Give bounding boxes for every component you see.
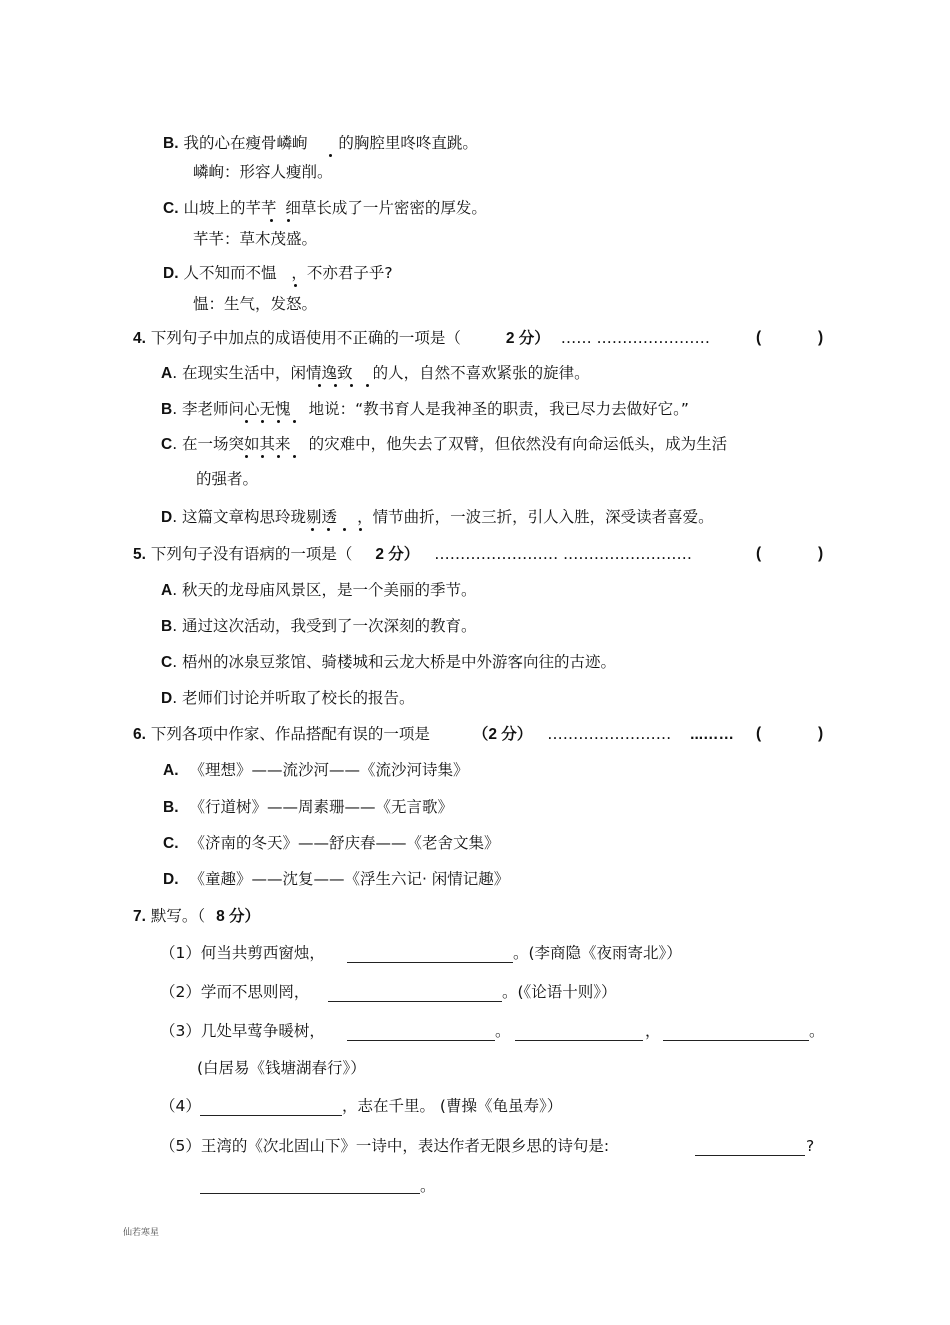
q4-answer-paren-open: ( (756, 329, 762, 346)
emphasis-dot (294, 284, 297, 287)
q7-stem: 7. 默写。（ 8 分） (133, 907, 261, 925)
q3-option-d: D. 人不知而不愠 ，不亦君子乎? (163, 264, 393, 282)
q6-answer-paren-close: ) (818, 725, 824, 742)
q4-stem: 4. 下列句子中加点的成语使用不正确的一项是（ 2 分） …… .………………… (133, 329, 711, 347)
q4-option-c-continued: 的强者。 (196, 470, 259, 488)
answer-blank[interactable] (200, 1193, 420, 1194)
q7-item-1-source: 。(李商隐《夜雨寄北》） (513, 944, 682, 962)
q7-item-3: （3）几处早莺争暖树， (160, 1022, 325, 1040)
emphasis-dot (359, 528, 362, 531)
q6-option-d: D. 《童趣》——沈复——《浮生六记· 闲情记趣》 (163, 870, 510, 888)
q6-option-b: B. 《行道树》——周素珊——《无言歌》 (163, 798, 453, 816)
emphasis-dot (261, 420, 264, 423)
emphasis-dot (334, 384, 337, 387)
q6-option-a: A. 《理想》——流沙河——《流沙河诗集》 (163, 761, 469, 779)
answer-blank[interactable] (695, 1155, 805, 1156)
emphasis-dot (343, 528, 346, 531)
q7-item-4: （4） (160, 1097, 201, 1115)
emphasis-dot (366, 384, 369, 387)
q3-option-d-gloss: 愠：生气，发怒。 (193, 295, 318, 313)
q5-stem: 5. 下列句子没有语病的一项是（ 2 分） …………………… .…………………… (133, 545, 693, 563)
q6-stem: 6. 下列各项中作家、作品搭配有误的一项是 （2 分） …………………… ...…… (133, 725, 735, 743)
q5-option-c: C. 梧州的冰泉豆浆馆、骑楼城和云龙大桥是中外游客向往的古迹。 (161, 653, 617, 671)
q7-item-3-sep3: 。 (809, 1022, 825, 1040)
q7-item-4-source: ，志在千里。 (曹操《龟虽寿》） (342, 1097, 563, 1115)
emphasis-dot (287, 219, 290, 222)
q5-answer-paren-open: ( (756, 545, 762, 562)
q4-option-b: B. 李老师问心无愧 地说：“教书育人是我神圣的职责，我已尽力去做好它。” (161, 400, 689, 418)
emphasis-dot (318, 384, 321, 387)
emphasis-dot (350, 384, 353, 387)
q7-item-2: （2）学而不思则罔， (160, 983, 310, 1001)
emphasis-dot (329, 154, 332, 157)
emphasis-dot (277, 420, 280, 423)
emphasis-dot (245, 420, 248, 423)
emphasis-dot (245, 455, 248, 458)
answer-blank[interactable] (515, 1040, 643, 1041)
q4-option-c: C. 在一场突如其来 的灾难中，他失去了双臂，但依然没有向命运低头，成为生活 (161, 435, 728, 453)
q7-item-5-end1: ? (806, 1137, 815, 1155)
emphasis-dot (261, 455, 264, 458)
q4-option-d: D. 这篇文章构思玲珑剔透 ，情节曲折，一波三折，引人入胜，深受读者喜爱。 (161, 508, 714, 526)
q5-option-a: A. 秋天的龙母庙风景区，是一个美丽的季节。 (161, 581, 477, 599)
q3-option-c: C. 山坡上的芊芊 细草长成了一片密密的厚发。 (163, 199, 487, 217)
q7-item-5: （5）王湾的《次北固山下》一诗中，表达作者无限乡思的诗句是: (160, 1137, 610, 1155)
emphasis-dot (277, 455, 280, 458)
q7-item-1: （1）何当共剪西窗烛， (160, 944, 325, 962)
answer-blank[interactable] (347, 1040, 495, 1041)
q5-option-b: B. 通过这次活动，我受到了一次深刻的教育。 (161, 617, 477, 635)
q3-option-c-gloss: 芊芊：草木茂盛。 (193, 230, 318, 248)
answer-blank[interactable] (347, 962, 513, 963)
q7-item-5-end2: 。 (420, 1177, 436, 1195)
page-footer: 仙若寒星 (123, 1228, 160, 1238)
q5-answer-paren-close: ) (818, 545, 824, 562)
answer-blank[interactable] (200, 1115, 342, 1116)
emphasis-dot (293, 420, 296, 423)
answer-blank[interactable] (328, 1001, 502, 1002)
q3-option-b-gloss: 嶙峋：形容人瘦削。 (193, 163, 333, 181)
emphasis-dot (311, 528, 314, 531)
q4-option-a: A. 在现实生活中，闲情逸致 的人，自然不喜欢紧张的旋律。 (161, 364, 590, 382)
q7-item-2-source: 。(《论语十则》） (502, 983, 617, 1001)
q7-item-3-sep2: ， (645, 1022, 661, 1040)
q6-answer-paren-open: ( (756, 725, 762, 742)
q4-answer-paren-close: ) (818, 329, 824, 346)
q5-option-d: D. 老师们讨论并听取了校长的报告。 (161, 689, 415, 707)
q3-option-b: B. 我的心在瘦骨嶙峋 的胸腔里咚咚直跳。 (163, 134, 478, 152)
emphasis-dot (270, 219, 273, 222)
emphasis-dot (327, 528, 330, 531)
q7-item-3-sep1: 。 (495, 1022, 511, 1040)
answer-blank[interactable] (663, 1040, 809, 1041)
emphasis-dot (293, 455, 296, 458)
q6-option-c: C. 《济南的冬天》——舒庆春——《老舍文集》 (163, 834, 500, 852)
q7-item-3-source: (白居易《钱塘湖春行》） (197, 1059, 366, 1077)
